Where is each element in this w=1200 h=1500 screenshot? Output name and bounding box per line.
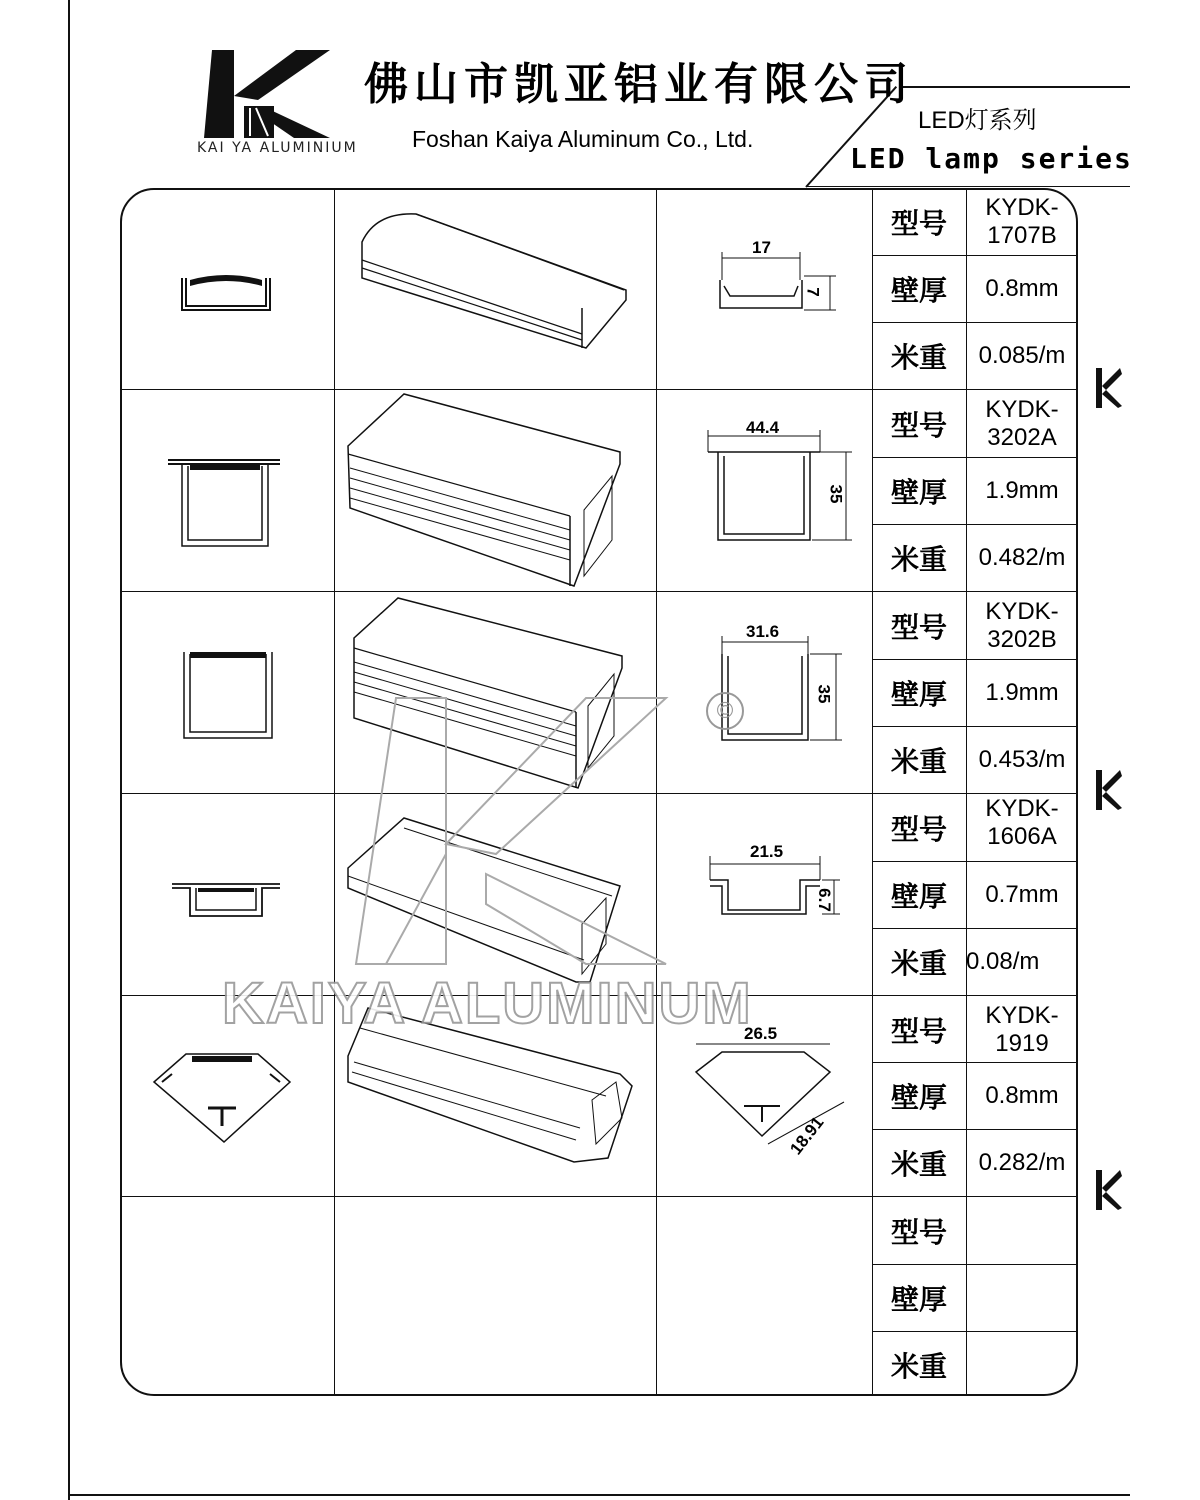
dimension-drawing-icon (700, 236, 850, 316)
header-baseline (806, 186, 1130, 187)
header-divider (900, 86, 1130, 88)
watermark-text: KAIYA ALUMINUM (222, 971, 753, 1036)
weight-label: 米重 (890, 745, 947, 778)
model-label: 型号 (890, 1015, 947, 1048)
weight-value: 0.482/m (978, 544, 1066, 571)
profile-3d-icon (356, 208, 632, 358)
thickness-value: 0.8mm (985, 275, 1059, 302)
thickness-label: 壁厚 (890, 1283, 947, 1316)
side-logo-icon (1088, 368, 1122, 408)
model-label: 型号 (890, 207, 947, 240)
row-divider (120, 1196, 1078, 1197)
watermark-logo-icon (296, 694, 676, 984)
model-value (966, 1198, 1078, 1264)
model-label: 型号 (890, 1216, 947, 1249)
profile-section-icon (170, 880, 282, 920)
weight-label: 米重 (890, 341, 947, 374)
dimension-height-label: 35 (814, 684, 834, 704)
dimension-width-label: 26.5 (744, 1024, 778, 1043)
dimension-width-label: 31.6 (746, 622, 780, 641)
thickness-label: 壁厚 (890, 880, 947, 913)
thickness-label: 壁厚 (890, 1081, 947, 1114)
weight-value (966, 1332, 1078, 1398)
dimension-width-label: 44.4 (746, 418, 780, 437)
weight-value: 0.08/m (966, 948, 1040, 975)
model-value: KYDK- 3202A (985, 396, 1059, 451)
thickness-label: 壁厚 (890, 274, 947, 307)
profile-section-icon (176, 270, 276, 316)
weight-label: 米重 (890, 1350, 947, 1383)
thickness-label: 壁厚 (890, 476, 947, 509)
dimension-height-label: 18.91 (786, 1113, 828, 1159)
profile-section-icon (180, 648, 276, 742)
dimension-height-label: 35 (826, 484, 846, 504)
profile-section-icon (166, 452, 284, 552)
page-frame-bottom (68, 1494, 1130, 1496)
weight-value: 0.282/m (978, 1149, 1066, 1176)
weight-label: 米重 (890, 1148, 947, 1181)
company-logo-icon (204, 50, 332, 140)
model-label: 型号 (890, 409, 947, 442)
row-divider (120, 591, 1078, 592)
dimension-width-label: 21.5 (750, 842, 784, 861)
thickness-value: 1.9mm (985, 477, 1059, 504)
model-value: KYDK- 1707B (985, 194, 1059, 249)
copyright-icon: © (706, 692, 744, 730)
logo-subtitle: KAI YA ALUMINIUM (197, 140, 358, 156)
model-label: 型号 (890, 813, 947, 846)
thickness-value: 0.7mm (985, 881, 1059, 908)
thickness-value (966, 1265, 1078, 1331)
weight-label: 米重 (890, 543, 947, 576)
dimension-width-label: 17 (752, 238, 771, 257)
series-title-cn: LED灯系列 (918, 107, 1037, 134)
side-logo-icon (1088, 1170, 1122, 1210)
model-value: KYDK- 3202B (985, 598, 1059, 653)
weight-label: 米重 (890, 947, 947, 980)
dimension-height-label: 6.7 (814, 888, 834, 912)
dimension-drawing-icon (700, 420, 860, 546)
dimension-drawing-icon (690, 1036, 860, 1176)
model-value: KYDK- 1606A (985, 795, 1059, 850)
series-title-en: LED lamp series (850, 142, 1133, 175)
thickness-value: 1.9mm (985, 679, 1059, 706)
weight-value: 0.085/m (978, 342, 1066, 369)
dimension-height-label: 7 (803, 287, 823, 297)
profile-3d-icon (344, 390, 634, 590)
weight-value: 0.453/m (978, 746, 1066, 773)
company-name-en: Foshan Kaiya Aluminum Co., Ltd. (412, 126, 754, 152)
page-frame-left (68, 0, 70, 1500)
side-logo-icon (1088, 770, 1122, 810)
model-label: 型号 (890, 611, 947, 644)
profile-section-icon (150, 1048, 294, 1144)
model-value: KYDK- 1919 (985, 1002, 1059, 1057)
thickness-label: 壁厚 (890, 678, 947, 711)
thickness-value: 0.8mm (985, 1082, 1059, 1109)
company-name-cn: 佛山市凯亚铝业有限公司 (364, 59, 914, 110)
